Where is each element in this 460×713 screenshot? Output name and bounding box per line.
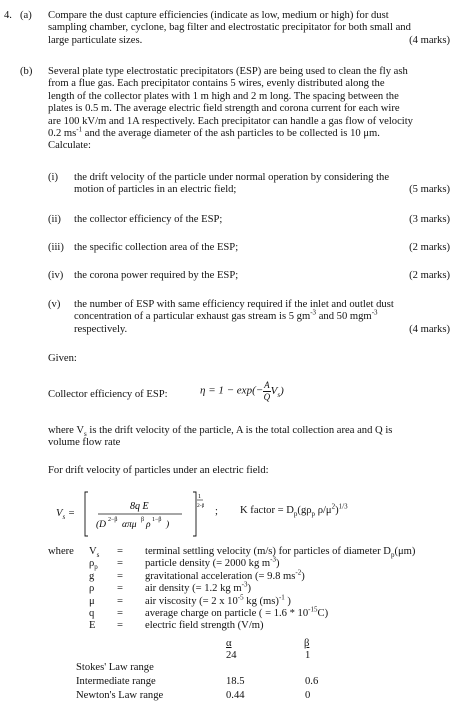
variable-list bbox=[89, 546, 459, 633]
subpart-label: (iv) bbox=[48, 270, 64, 281]
law-row-beta: 0.6 bbox=[305, 676, 319, 687]
variable-definition: electric field strength (V/m) bbox=[145, 620, 264, 632]
variable-symbol: μ bbox=[89, 595, 95, 607]
drift-velocity-formula: $V_s$ = 8q E (D 2−β απμ β ρ 1−β ) 1 2-β bbox=[56, 490, 216, 538]
part-a-marks: (4 marks) bbox=[409, 35, 450, 46]
variable-definition: terminal settling velocity (m/s) for particles of diameter $D_p(\mu m)$ bbox=[145, 546, 416, 560]
svg-text:1: 1 bbox=[198, 494, 201, 500]
semicolon: ; bbox=[215, 506, 218, 517]
svg-text:β: β bbox=[141, 517, 145, 523]
variable-row: g = gravitational acceleration (= 9.8 $ms^{-2}$) bbox=[89, 568, 305, 582]
part-b-line: 0.2 $ms^{-1}$ and the average diameter of the ash particles to be collected is 10 μm. bbox=[48, 125, 380, 139]
question-number: 4. bbox=[4, 10, 12, 21]
subpart-marks: (4 marks) bbox=[409, 324, 450, 335]
variable-definition: gravitational acceleration (= 9.8 $ms^{-2}$) bbox=[145, 568, 305, 582]
collector-efficiency-equation: η = 1 − exp(− $\frac{A}{Q}$ $V_s$) bbox=[200, 380, 284, 402]
part-a-label: (a) bbox=[20, 10, 32, 21]
part-b-line: length of the collector plates with 1 m high and 2 m long. The spacing between the bbox=[48, 90, 399, 102]
variable-symbol: ρ bbox=[89, 583, 95, 595]
subpart-label: (iii) bbox=[48, 242, 64, 253]
variable-definition: air density (= 1.2 kg $m^{-3}$) bbox=[145, 580, 251, 595]
variable-row: $\rho_p$ = particle density (= 2000 kg $m^{-3}$) bbox=[89, 555, 280, 572]
subpart-marks: (3 marks) bbox=[409, 214, 450, 225]
law-row-alpha: 18.5 bbox=[226, 676, 245, 687]
part-b-line: Several plate type electrostatic precipitators (ESP) are being used to clean the fly ash bbox=[48, 66, 408, 77]
table-row: 24 1 bbox=[226, 650, 311, 661]
subpart-text: the collector efficiency of the ESP; bbox=[74, 214, 223, 225]
variable-definition: average charge on particle ( = $1.6 * 10^{-15}C$) bbox=[145, 605, 329, 619]
svg-text:1−β: 1−β bbox=[152, 517, 162, 523]
part-b-text bbox=[48, 66, 452, 153]
svg-text:2-β: 2-β bbox=[197, 503, 204, 509]
part-a-line: sampling chamber, cyclone, bag filter and electrostatic precipitator for both small and bbox=[48, 22, 411, 34]
subpart-label: (v) bbox=[48, 299, 61, 310]
law-row-label: Intermediate range bbox=[76, 676, 156, 687]
part-a-line: Compare the dust capture efficiencies (indicate as low, medium or high) for dust bbox=[48, 10, 389, 21]
part-a-text bbox=[48, 10, 450, 47]
law-row-alpha: 0.44 bbox=[226, 690, 245, 701]
svg-text:2−β: 2−β bbox=[108, 517, 118, 523]
beta-header: β bbox=[304, 638, 310, 649]
svg-text:απμ: απμ bbox=[122, 520, 137, 530]
subpart-label: (ii) bbox=[48, 214, 61, 225]
k-factor-formula: K factor = $D_p(g\rho_p$ $\rho/\mu^2)^{1/3}$ bbox=[240, 502, 348, 519]
variable-symbol: $V_s$ bbox=[89, 546, 100, 560]
variable-symbol: q bbox=[89, 607, 95, 619]
collector-efficiency-label: Collector efficiency of ESP: bbox=[48, 389, 168, 400]
subpart-text: the corona power required by the ESP; bbox=[74, 270, 239, 281]
where-label: where bbox=[48, 546, 74, 557]
subpart-label: (i) bbox=[48, 172, 58, 183]
part-a-line: large particulate sizes. bbox=[48, 34, 143, 46]
law-row-beta: 0 bbox=[305, 690, 311, 701]
variable-definition: air viscosity (= 2 x $10^{-5}$ kg (ms)$^{-1}$ ) bbox=[145, 593, 291, 607]
part-b-line: from a flue gas. Each precipitator contains 5 wires, evenly distributed along the bbox=[48, 78, 385, 90]
drift-velocity-label: For drift velocity of particles under an electric field: bbox=[48, 465, 269, 476]
variable-symbol: g bbox=[89, 570, 95, 582]
part-b-line: plates is 0.5 m. The average electric field strength and corona current for each wire bbox=[48, 103, 400, 115]
svg-text:ρ: ρ bbox=[146, 520, 151, 530]
subpart-text: the number of ESP with same efficiency required if the inlet and outlet dust concentration of a particular exhaust gas stream is 5 $gm^{-3}$ and 50 mgm$^{-3}$ respectively. bbox=[74, 299, 394, 335]
subpart-text: the drift velocity of the particle under normal operation by considering the motion of particles in an electric field; bbox=[74, 172, 390, 196]
drift-velocity-note: where $V_s$ is the drift velocity of the particle, A is the total collection area and Q is volume flow rate bbox=[48, 425, 393, 449]
variable-row: μ = air viscosity (= 2 x $10^{-5}$ kg (ms)$^{-1}$ ) bbox=[89, 593, 291, 607]
variable-symbol: $\rho_p$ bbox=[89, 558, 98, 572]
svg-text:(D: (D bbox=[96, 520, 107, 530]
variable-row: $V_s$ = terminal settling velocity (m/s) for particles of diameter $D_p(\mu m)$ bbox=[89, 546, 416, 560]
subpart-text: the specific collection area of the ESP; bbox=[74, 242, 239, 253]
bracket-graphic bbox=[84, 490, 204, 538]
subpart-marks: (2 marks) bbox=[409, 270, 450, 281]
variable-row: ρ = air density (= 1.2 kg $m^{-3}$) bbox=[89, 580, 251, 595]
svg-text:): ) bbox=[166, 520, 170, 530]
given-heading: Given: bbox=[48, 353, 77, 364]
part-b-label: (b) bbox=[20, 66, 33, 77]
calculate-label: Calculate: bbox=[48, 140, 91, 152]
variable-definition: particle density (= 2000 kg $m^{-3}$) bbox=[145, 555, 280, 570]
subpart-marks: (5 marks) bbox=[409, 184, 450, 195]
variable-symbol: E bbox=[89, 620, 96, 632]
svg-text:8q E: 8q E bbox=[130, 501, 149, 512]
alpha-header: α bbox=[226, 638, 232, 649]
variable-row: E = electric field strength (V/m) bbox=[89, 620, 264, 632]
law-row-label: Stokes' Law range bbox=[76, 662, 154, 673]
law-row-label: Newton's Law range bbox=[76, 690, 164, 701]
variable-row: q = average charge on particle ( = $1.6 * 10^{-15}C$) bbox=[89, 605, 329, 619]
subpart-marks: (2 marks) bbox=[409, 242, 450, 253]
part-b-line: are 100 kV/m and 1A respectively. Each precipitator can handle a gas flow of velocity bbox=[48, 115, 413, 127]
